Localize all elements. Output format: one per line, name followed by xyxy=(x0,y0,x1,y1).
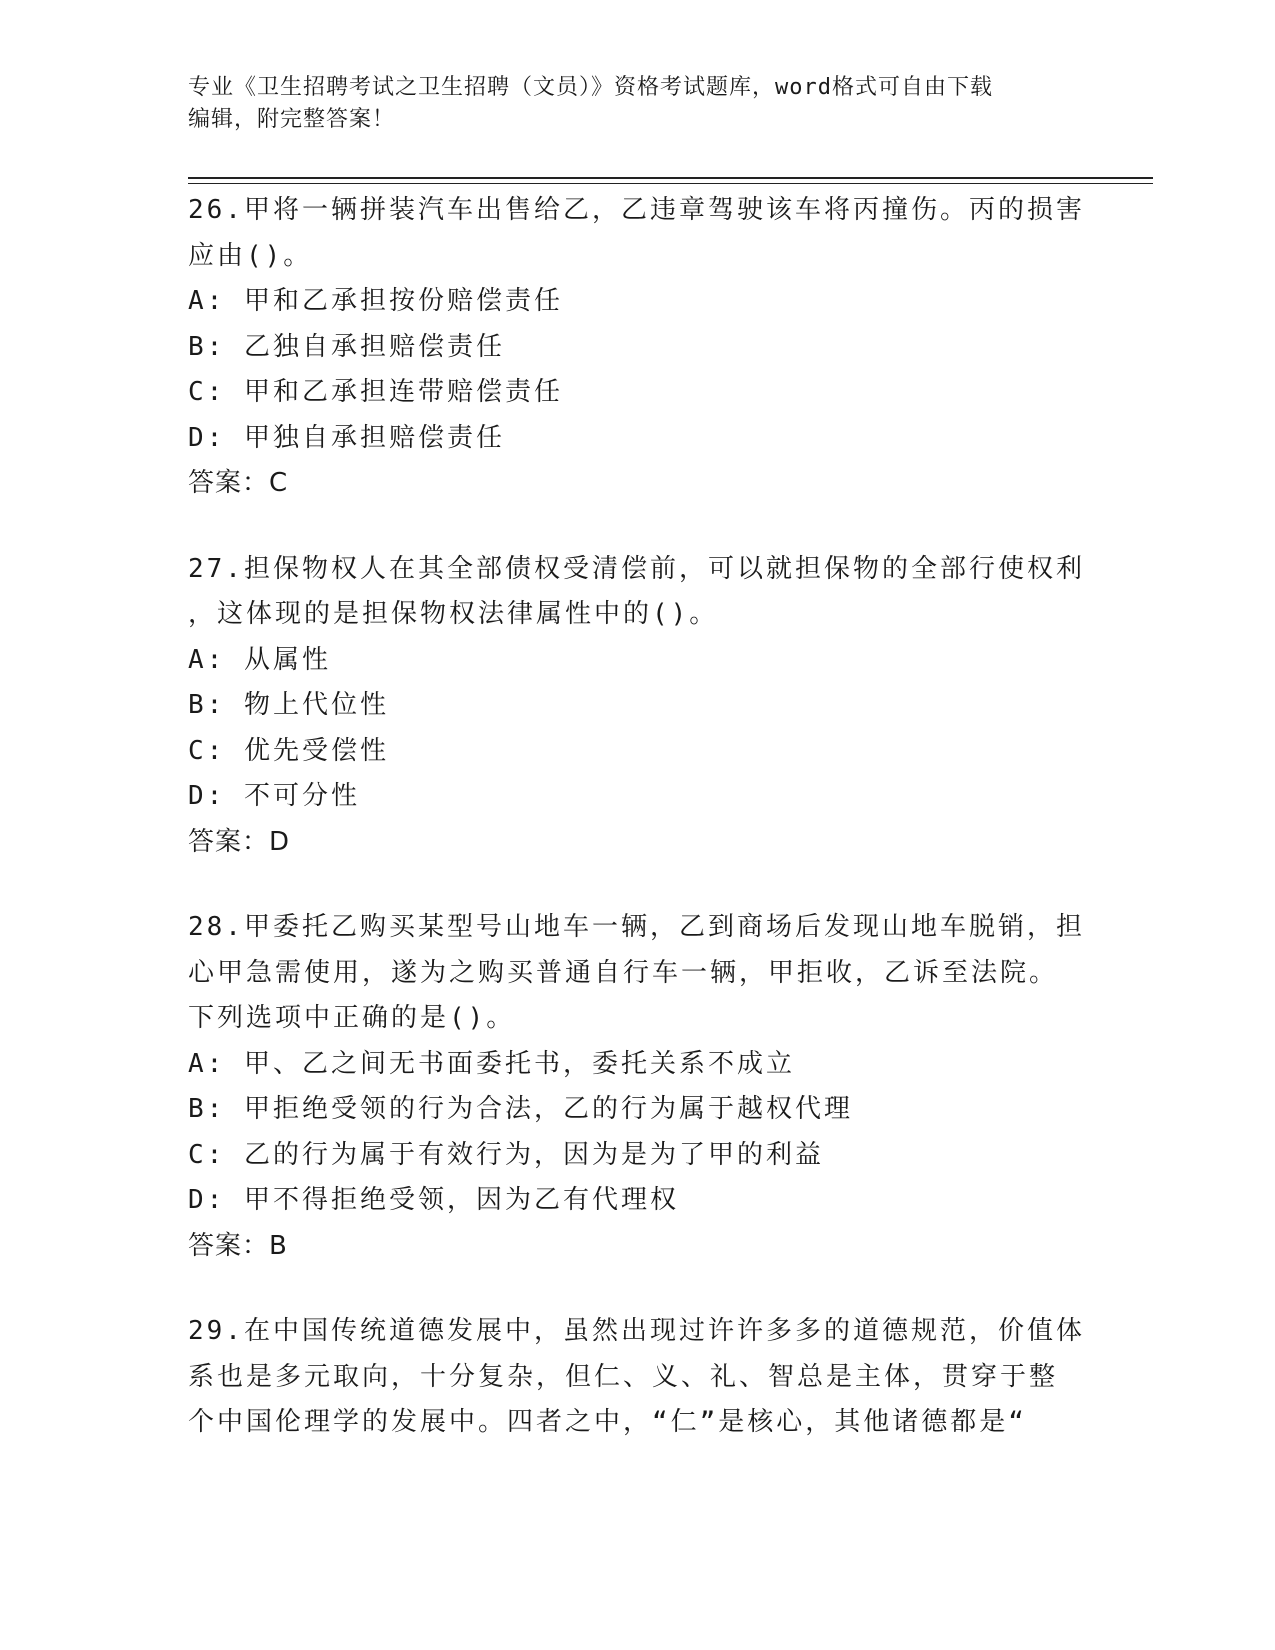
question-text-line: 下列选项中正确的是()。 xyxy=(188,1003,516,1033)
option-b: B: 乙独自承担赔偿责任 xyxy=(188,331,505,362)
question-text-line: 27.担保物权人在其全部债权受清偿前，可以就担保物的全部行使权利 xyxy=(188,553,1085,584)
option-d: D: 甲不得拒绝受领，因为乙有代理权 xyxy=(188,1185,679,1215)
question-text-line: 26.甲将一辆拼装汽车出售给乙，乙违章驾驶该车将丙撞伤。丙的损害 xyxy=(188,195,1085,225)
option-d: D: 不可分性 xyxy=(188,781,360,811)
question-text xyxy=(188,1309,1088,1446)
question-list xyxy=(188,188,1088,1486)
option-a: A: 甲、乙之间无书面委托书，委托关系不成立 xyxy=(188,1048,795,1079)
option-b: B: 物上代位性 xyxy=(188,690,389,720)
header-line-1: 专业《卫生招聘考试之卫生招聘（文员）》资格考试题库，word格式可自由下载 xyxy=(188,75,993,100)
question-text-line: 系也是多元取向，十分复杂，但仁、义、礼、智总是主体，贯穿于整 xyxy=(188,1361,1059,1392)
option-c: C: 优先受偿性 xyxy=(188,735,389,766)
question-text-line: 心甲急需使用，遂为之购买普通自行车一辆，甲拒收，乙诉至法院。 xyxy=(188,957,1059,988)
option-c: C: 甲和乙承担连带赔偿责任 xyxy=(188,377,563,407)
question-text-line: 应由()。 xyxy=(188,240,313,271)
header-divider-thin xyxy=(188,183,1153,184)
answer: 答案：C xyxy=(188,468,289,498)
answer: 答案：D xyxy=(188,826,291,857)
question-text xyxy=(188,188,1088,279)
question-29 xyxy=(188,1309,1088,1446)
option-a: A: 甲和乙承担按份赔偿责任 xyxy=(188,286,563,316)
question-text xyxy=(188,905,1088,1042)
answer: 答案：B xyxy=(188,1230,288,1261)
header-line-2: 编辑，附完整答案！ xyxy=(188,107,396,132)
option-b: B: 甲拒绝受领的行为合法，乙的行为属于越权代理 xyxy=(188,1094,853,1124)
question-28 xyxy=(188,905,1088,1269)
question-text-line: 个中国伦理学的发展中。四者之中，“仁”是核心，其他诸德都是“ xyxy=(188,1407,1027,1437)
question-text-line: ，这体现的是担保物权法律属性中的()。 xyxy=(188,599,719,629)
option-c: C: 乙的行为属于有效行为，因为是为了甲的利益 xyxy=(188,1139,824,1170)
option-d: D: 甲独自承担赔偿责任 xyxy=(188,422,505,453)
option-a: A: 从属性 xyxy=(188,644,331,675)
question-text xyxy=(188,547,1088,638)
document-header xyxy=(188,72,1068,136)
header-divider-thick xyxy=(188,177,1153,179)
question-text-line: 29.在中国传统道德发展中，虽然出现过许许多多的道德规范，价值体 xyxy=(188,1316,1085,1346)
question-26 xyxy=(188,188,1088,507)
question-text-line: 28.甲委托乙购买某型号山地车一辆，乙到商场后发现山地车脱销，担 xyxy=(188,912,1085,942)
question-27 xyxy=(188,547,1088,866)
